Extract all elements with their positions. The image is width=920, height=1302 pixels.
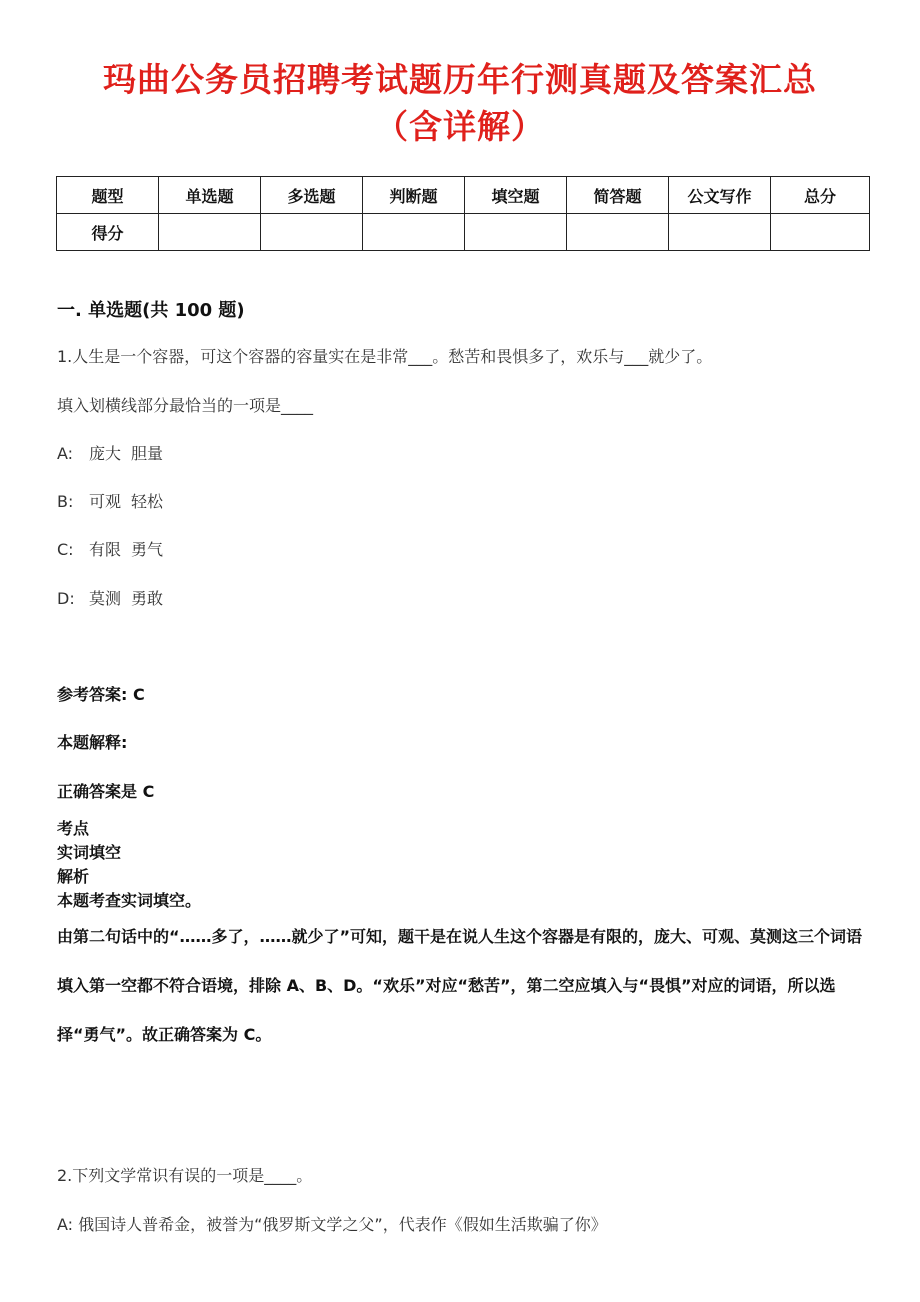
score-header-cell: 填空题 xyxy=(465,177,567,214)
q1-reference-answer: 参考答案: C xyxy=(57,685,145,704)
score-cell xyxy=(465,214,567,251)
score-cell xyxy=(261,214,363,251)
option-letter: C: xyxy=(57,540,74,559)
q2-stem: 2.下列文学常识有误的一项是____。 xyxy=(57,1166,313,1185)
score-header-cell: 简答题 xyxy=(567,177,669,214)
q1-kaodian-value: 实词填空 xyxy=(57,843,122,862)
score-table-header-row xyxy=(57,177,870,214)
score-table xyxy=(56,176,870,251)
option-letter: D: xyxy=(57,589,75,608)
option-word2: 勇敢 xyxy=(131,589,164,608)
score-header-cell: 公文写作 xyxy=(669,177,771,214)
q2-option-a: A: 俄国诗人普希金，被誉为“俄罗斯文学之父”，代表作《假如生活欺骗了你》 xyxy=(57,1215,607,1234)
score-cell xyxy=(771,214,870,251)
q1-option-c xyxy=(57,539,163,561)
option-word2: 轻松 xyxy=(131,492,164,511)
score-row-label: 得分 xyxy=(57,214,159,251)
q1-explanation-label: 本题解释: xyxy=(57,733,128,752)
page-title-line1: 玛曲公务员招聘考试题历年行测真题及答案汇总 xyxy=(103,60,817,99)
score-header-cell: 总分 xyxy=(771,177,870,214)
option-word1: 可观 xyxy=(89,492,122,511)
score-cell xyxy=(363,214,465,251)
score-header-cell: 单选题 xyxy=(159,177,261,214)
q1-prompt: 填入划横线部分最恰当的一项是____ xyxy=(57,396,314,415)
q1-option-d xyxy=(57,588,163,610)
q1-correct-answer: 正确答案是 C xyxy=(57,782,155,801)
q1-stem: 1.人生是一个容器，可这个容器的容量实在是非常___。愁苦和畏惧多了，欢乐与___就少了。 xyxy=(57,347,713,366)
q1-exam-point: 本题考查实词填空。 xyxy=(57,891,202,910)
score-table-score-row xyxy=(57,214,870,251)
q1-option-a xyxy=(57,443,163,465)
score-cell xyxy=(669,214,771,251)
option-word1: 莫测 xyxy=(89,589,122,608)
option-word1: 有限 xyxy=(89,540,122,559)
option-word1: 庞大 xyxy=(89,444,122,463)
option-word2: 勇气 xyxy=(131,540,164,559)
score-header-cell: 多选题 xyxy=(261,177,363,214)
q1-option-b xyxy=(57,491,163,513)
score-header-cell: 题型 xyxy=(57,177,159,214)
section-heading: 一. 单选题(共 100 题) xyxy=(57,300,245,321)
option-letter: B: xyxy=(57,492,74,511)
score-cell xyxy=(567,214,669,251)
score-header-cell: 判断题 xyxy=(363,177,465,214)
q1-explanation-paragraph: 由第二句话中的“……多了，……就少了”可知，题干是在说人生这个容器是有限的，庞大、可观、莫测这三个词语填入第一空都不符合语境，排除 A、B、D。“欢乐”对应“愁苦”，第二空应填入与“畏惧”对应的词语，所以选择“勇气”。故正确答案为 C。 xyxy=(57,927,863,1044)
option-word2: 胆量 xyxy=(131,444,164,463)
q1-kaodian-label: 考点 xyxy=(57,819,90,838)
option-letter: A: xyxy=(57,444,74,463)
q1-jiexi-label: 解析 xyxy=(57,867,90,886)
page-title-line2: （含详解） xyxy=(375,107,545,146)
score-cell xyxy=(159,214,261,251)
